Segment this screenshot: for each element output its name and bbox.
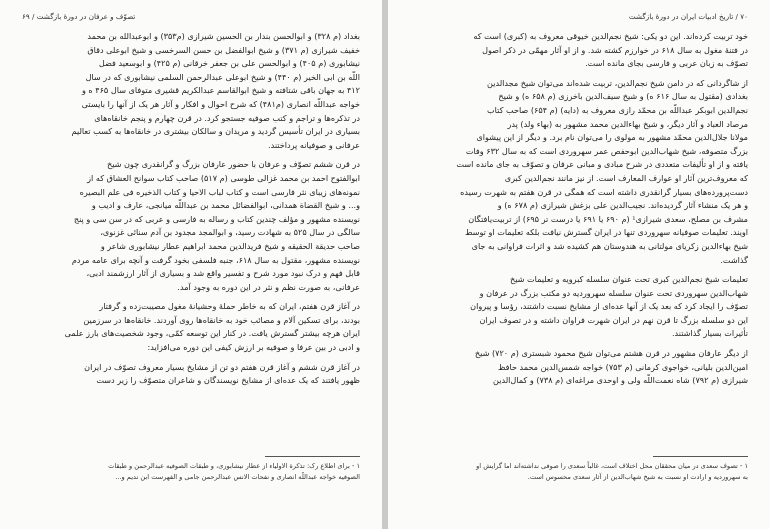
text-line: مولانا جلال‌الدین محمّد مشهور به مولوی را می‌توان نام برد. و دیگر از این پیشوای <box>476 132 748 143</box>
text-line: خواجه عبداللّه انصاری (م۴۸۱) که شرح احوال و افکار و آثار هر یک از آنها را بایستی <box>81 98 360 109</box>
left-page-body <box>22 30 360 388</box>
right-page-header: ۷۰ / تاریخ ادبیات ایران در دورهٔ بازگشت <box>628 12 748 21</box>
text-line: تصوّف را ایجاد کرد که بعد یک از آنها عده‌ای از مشایخ نسبت داشتند، رؤسا و پیروان <box>470 301 748 312</box>
text-line: نویسنده مشهور و مؤلف چندین کتاب و رساله به فارسی و عربی که در سن سی و پنج <box>73 213 360 224</box>
text-line: خفیف شیرازی (م ۳۷۱) و شیخ ابوالفضل بن حسن السرخسی و شیخ ابوعلی دقاق <box>87 44 360 55</box>
text-line: و ادبی در بین عرفا و صوفیه بر ارزش کیفی این دوره می‌افزاید: <box>147 342 360 353</box>
footnote-line: به سهروردیه و ارادت او نسبت به شیخ شهاب‌الدین از آثار سعدی محسوس است. <box>527 472 748 481</box>
text-line: بودند، برای تسکین آلام و مصائب خود به خانقاه‌ها روی آوردند. خانقاه‌ها در سرزمین <box>83 314 360 325</box>
right-footnotes <box>410 461 748 482</box>
text-line: تصوّف به زبان عربی و فارسی بجای مانده است. <box>585 58 748 69</box>
text-line: نجم‌الدین ابوبکر عبداللّه بن محمّد رازی معروف به (دایه) (م ۶۵۴) صاحب کتاب <box>487 104 748 115</box>
text-line: خود تربیت کرده‌اند. این دو یکی: شیخ نجم‌الدین خیوقی معروف به (کبری) است که <box>473 31 748 41</box>
text-line: نویسنده مشهور، مقتول به سال ۶۱۸، جنبه فلسفی بخود گرفت و آنچه برای عامه مردم <box>71 254 360 265</box>
text-line: ابوالفتوح احمد بن محمد غزالی طوسی (م ۵۱۷) صاحب کتاب سوانح العشاق که از <box>87 172 360 183</box>
text-line: امین‌الدین بلیانی، خواجوی کرمانی (م ۷۵۳) خواجه شمس‌الدین محمد حافظ <box>497 361 748 372</box>
text-line: اویند. تعلیمات صوفیانه سهروردی تنها در ایران گسترش نیافت بلکه تعلیمات او توسط <box>465 227 748 238</box>
left-page-header: تصوّف و عرفان در دورهٔ بازگشت / ۶۹ <box>22 12 136 21</box>
text-line: قابل فهم و درک نبود مورد شرح و تفسیر واقع شد و بسیاری از آثار ارزشمند ادبی، <box>86 268 360 279</box>
text-line: از شاگردانی که در دامن شیخ نجم‌الدین، تربیت شده‌اند می‌توان شیخ مجدالدین <box>487 77 748 88</box>
text-line: که معروف‌ترین آثار او عوارف المعارف است. از نیز مانند نجم‌الدین کبری <box>504 172 748 183</box>
text-line: سالگی در سال ۵۲۵ به شهادت رسید، و ابوالمجد مجدود بن آدم سنائی غزنوی، <box>100 227 360 238</box>
text-line: مرصاد العباد و آثار دیگر، و شیخ بهاءالدین محمد مشهور به (بهاء ولد) پدر <box>507 118 748 129</box>
footnote-line: ۱ - تصوف سعدی در میان محققان محل اختلاف است، غالباً سعدی را صوفی نداشته‌اند اما گرایش او <box>476 462 748 470</box>
left-footnote-rule <box>265 456 360 457</box>
left-footnotes <box>22 461 360 482</box>
text-line: از دیگر عارفان مشهور در قرن هشتم می‌توان شیخ محمود شبستری (م ۷۲۰) شیخ <box>474 348 748 359</box>
left-page <box>0 0 382 529</box>
footnote-line: الصوفیه خواجه عبداللّه انصاری و نفحات الانس عبدالرحمن جامی و الفهرست ابن ندیم و... <box>115 472 360 481</box>
text-line: عرفانی و صوفیانه پرداختند. <box>268 139 360 150</box>
text-line: ۴۱۲ به جهان باقی شتافته و شیخ ابوالقاسم عبدالکریم قشیری متوفای سال ۴۶۵ ه و <box>81 85 360 96</box>
text-line: اللّه بن ابی الخیر (م ۴۴۰) و شیخ ابوعلی عبدالرحمن السلمی نیشابوری که در سال <box>85 71 360 82</box>
text-line: بسیاری در ایران تأسیس گردید و مریدان و سالکان بیشتری در خانقاه‌ها به کسب تعالیم <box>71 126 360 137</box>
text-line: در تذکره‌ها و تراجم و کتب صوفیه جستجو کرد. در قرن چهارم و پنجم خانقاه‌های <box>94 112 360 123</box>
text-line: نیشابوری (م ۴۰۵) و ابوالحسن علی بن جعفر خرقانی (م ۴۲۵) و ابوسعید فضل <box>98 58 360 69</box>
text-line: شیخ بهاءالدین زکریای مولتانی به هندوستان هم کشیده شد و اثرات فراوانی به جای <box>471 240 748 251</box>
text-line: ایران هرچه بیشتر گسترش یافت. در کنار این توسعه کمّی، وجود شخصیت‌های بارز علمی <box>64 328 360 339</box>
text-line: این دو سلسله بزرگ تا قرن نهم در ایران شهرت فراوان داشته و در تصوف ایران <box>479 314 748 325</box>
right-footnote-rule <box>653 456 748 457</box>
text-line: در آغاز قرن ششم و آغاز قرن هفتم دو تن از مشایخ بسیار معروف تصوّف در ایران <box>84 361 360 372</box>
text-line: گذاشت. <box>720 254 748 265</box>
footnote-line: ۱ - برای اطلاع رک: تذکرة الاولیاء از عطار نیشابوری، و طبقات الصوفیه عبدالرحمن و طبقات <box>108 462 360 470</box>
text-line: در آغاز قرن هفتم، ایران که به خاطر حملهٔ وحشیانهٔ مغول مصیبت‌زده و گرفتار <box>99 301 360 312</box>
right-page <box>388 0 770 529</box>
text-line: ظهور یافتند که یک عده‌ای از مشایخ نویسندگان و شاعران متصوّف را زیر دست <box>96 375 360 386</box>
text-line: تأثیرات بسیار گذاشتند. <box>671 328 748 339</box>
text-line: عرفانی، به صورت نظم و نثر در این دوره به وجود آمد. <box>177 281 360 292</box>
text-line: مشرف بن مصلح، سعدی شیرازی¹ (م ۶۹۰ یا ۶۹۱ یا درست تر ۶۹۵) از تربیت‌یافتگان <box>468 213 748 224</box>
text-line: شهاب‌الدین سهروردی تحت عنوان سلسله سهروردیه دو مکتب بزرگ در عرفان و <box>479 287 748 298</box>
text-line: بغدادی (مقتول به سال ۶۱۶ ه) و شیخ سیف‌الدین باخرزی (م ۶۵۸ ه) و شیخ <box>498 91 748 102</box>
text-line: شیرازی (م ۷۹۲) شاه نعمت‌اللّه ولی و اوحدی مراغه‌ای (م ۷۳۸) و کمال‌الدین <box>493 375 748 386</box>
text-line: یافته و از او تألیفات متعددی در شرح مبادی و مبانی عرفان و تصوّف به جای مانده است <box>456 159 748 170</box>
text-line: بزرگ متصوفه، شیخ شهاب‌الدین ابوحفص عمر سهروردی است که به سال ۶۳۲ وفات <box>465 145 748 156</box>
text-line: تعلیمات شیخ نجم‌الدین کبری تحت عنوان سلسله کبرویه و تعلیمات شیخ <box>510 274 748 285</box>
text-line: در قرن ششم تصوّف و عرفان با حضور عارفان بزرگ و گرانقدری چون شیخ <box>106 159 360 170</box>
text-line: و هر یک منشاء آثار گردیده‌اند. نجیب‌الدین علی بزغش شیرازی (م ۶۷۸ ه) و <box>497 200 748 211</box>
text-line: دست‌پرورده‌های بسیار گرانقدری داشته است که همگی در قرن هفتم به شهرت رسیده <box>460 186 748 197</box>
text-line: در فتنهٔ مغول به سال ۶۱۸ در خوارزم کشته شد. و از او آثار مهمّی در ذکر اصول <box>482 44 748 55</box>
right-page-body <box>410 30 748 388</box>
text-line: صاحب حدیقة الحقیقه و شیخ فریدالدین محمد ابراهیم عطار نیشابوری شاعر و <box>100 240 360 251</box>
text-line: و... و شیخ القضاة همدانی، ابوالفضائل محمد بن عبداللّه میانجی، عارف و ادیب و <box>91 200 360 211</box>
text-line: بغداد (م ۳۲۸) و ابوالحسن بندار بن الحسین شیرازی (م۳۵۳) و ابوعبدالله بن محمد <box>87 31 360 41</box>
text-line: نمونه‌های زیبای نثر فارسی است و کتاب لباب الاحیا و کتاب الذخیره فی علم البصیره <box>79 186 360 197</box>
